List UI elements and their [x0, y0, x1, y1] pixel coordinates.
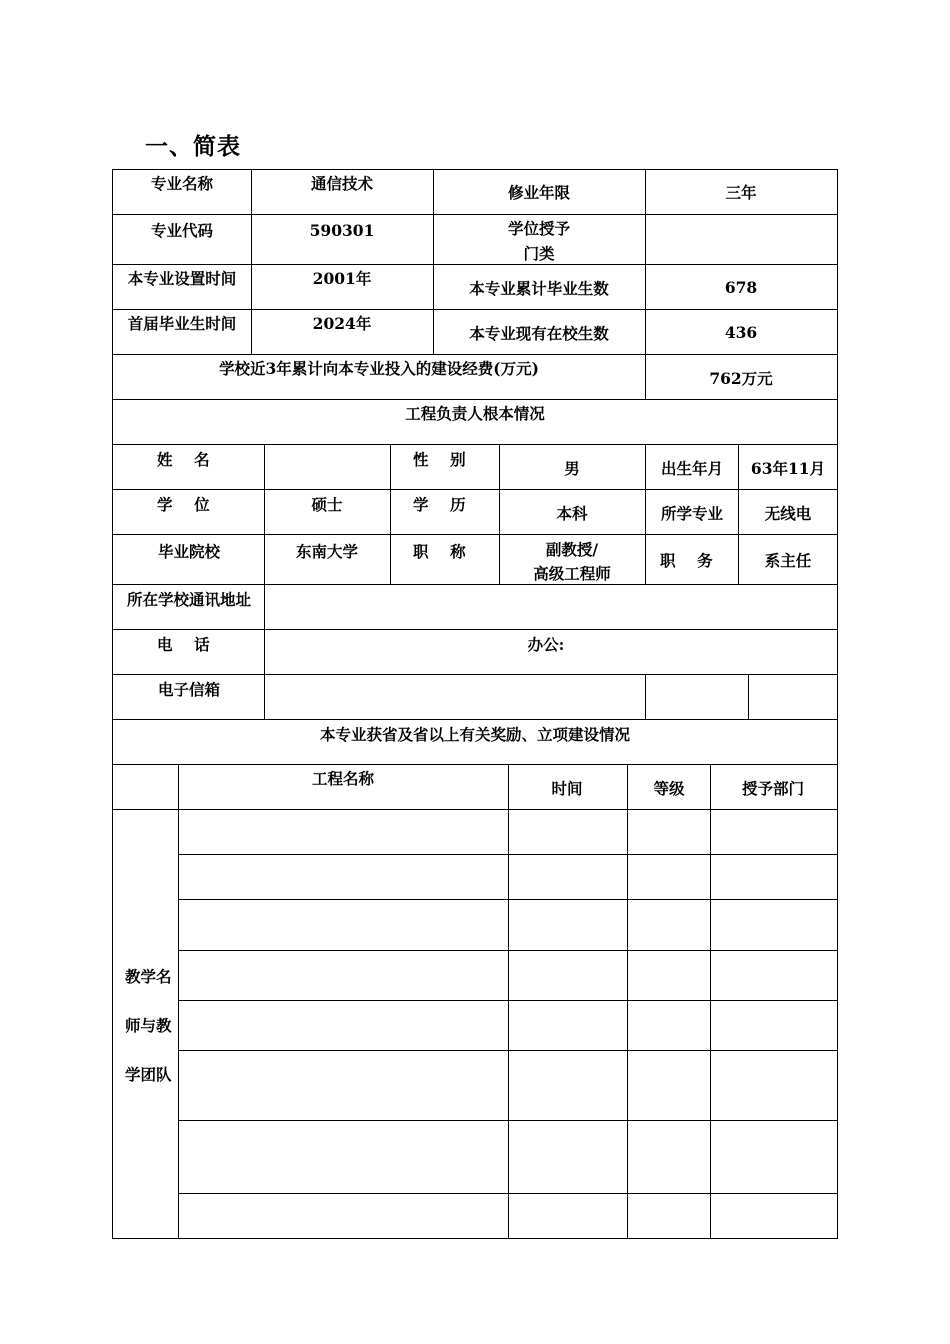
major-code-label: 专业代码 [150, 221, 214, 240]
title-value-line2: 高级工程师 [533, 564, 611, 583]
setup-time-label: 本专业设置时间 [127, 269, 237, 288]
current-students-value: 436 [724, 323, 758, 342]
major-name-label: 专业名称 [150, 174, 214, 193]
total-graduates-value: 678 [724, 278, 758, 297]
setup-time-value: 2001年 [312, 269, 372, 288]
specialty-label: 所学专业 [660, 504, 724, 523]
duration-value: 三年 [725, 183, 757, 202]
col-level-header: 等级 [653, 779, 685, 798]
birth-value: 63年11月 [750, 459, 826, 478]
col-time-header: 时间 [551, 779, 583, 798]
col-dept-header: 授予部门 [741, 779, 805, 798]
phone-office: 办公: [527, 635, 565, 654]
degree-value: 硕士 [311, 495, 343, 514]
team-side-label [125, 952, 173, 1099]
degree-category-label-line2: 门类 [523, 244, 555, 263]
specialty-value: 无线电 [764, 504, 812, 523]
education-value: 本科 [556, 504, 588, 523]
funding-value: 762万元 [709, 369, 773, 388]
major-name-value: 通信技术 [310, 174, 374, 193]
school-value: 东南大学 [295, 542, 359, 561]
team-side-label-line: 教学名 [125, 967, 172, 986]
gender-label: 性 别 [413, 450, 466, 469]
degree-label: 学 位 [157, 495, 210, 514]
position-label: 职 务 [660, 551, 713, 570]
degree-category-label: 学位授予 [507, 219, 571, 238]
awards-section-title: 本专业获省及省以上有关奖励、立项建设情况 [319, 725, 631, 744]
first-grad-label: 首届毕业生时间 [127, 314, 237, 333]
phone-label: 电 话 [157, 635, 210, 654]
title-label: 职 称 [413, 542, 466, 561]
duration-label: 修业年限 [507, 183, 571, 202]
birth-label: 出生年月 [660, 459, 724, 478]
title-value: 副教授/ [545, 540, 599, 559]
education-label: 学 历 [413, 495, 466, 514]
gender-value: 男 [564, 459, 580, 478]
page-title: 一、简表 [145, 133, 241, 160]
team-side-label-line: 师与教 [125, 1016, 172, 1035]
email-label: 电子信箱 [157, 680, 221, 699]
total-graduates-label: 本专业累计毕业生数 [469, 279, 609, 298]
col-project-header: 工程名称 [311, 769, 375, 788]
major-code-value: 590301 [309, 221, 375, 240]
leader-section-title: 工程负责人根本情况 [405, 404, 545, 423]
current-students-label: 本专业现有在校生数 [469, 324, 609, 343]
position-value: 系主任 [764, 551, 812, 570]
address-label: 所在学校通讯地址 [126, 590, 252, 609]
first-grad-value: 2024年 [312, 314, 372, 333]
name-label: 姓 名 [157, 450, 210, 469]
team-side-label-line: 学团队 [125, 1065, 172, 1084]
school-label: 毕业院校 [157, 542, 221, 561]
funding-label: 学校近3年累计向本专业投入的建设经费(万元) [219, 359, 539, 378]
